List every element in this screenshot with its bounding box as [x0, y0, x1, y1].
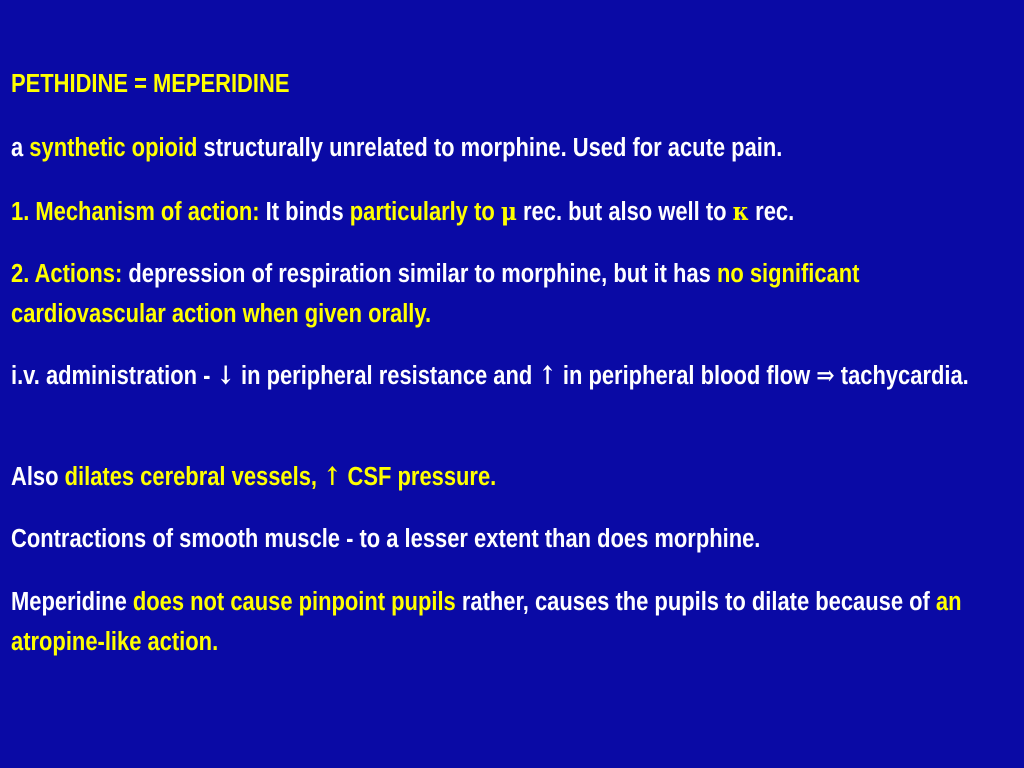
up-arrow-icon: ↑ — [323, 462, 342, 492]
implies-arrow-icon: ⇒ — [816, 361, 835, 391]
meperidine-highlight-2: an atropine-like action. — [11, 588, 962, 656]
meperidine-highlight-1: does not cause pinpoint pupils — [132, 588, 456, 616]
down-arrow-icon: ↓ — [216, 361, 235, 391]
iv-text-3: in peripheral blood flow — [556, 362, 817, 390]
meperidine-text-2: rather, causes the pupils to dilate because of — [455, 588, 936, 616]
contractions-text: Contractions of smooth muscle - to a lesser extent than does morphine. — [11, 525, 761, 553]
intro-highlight: synthetic opioid — [29, 134, 198, 162]
actions-label: 2. Actions: — [11, 260, 123, 288]
iv-text-2: in peripheral resistance and — [234, 362, 539, 390]
intro-text-1: a — [11, 134, 30, 162]
also-highlight-2: CSF pressure. — [341, 463, 497, 491]
also-paragraph — [11, 457, 1014, 497]
intro-text-2: structurally unrelated to morphine. Used for acute pain. — [197, 134, 783, 162]
kappa-symbol: κ — [732, 197, 750, 227]
title-text: PETHIDINE = MEPERIDINE — [11, 70, 290, 98]
actions-text: depression of respiration similar to morphine, but it has — [122, 260, 717, 288]
mechanism-highlight: particularly to — [349, 198, 501, 226]
mechanism-label: 1. Mechanism of action: — [11, 198, 260, 226]
mechanism-paragraph — [11, 192, 1014, 232]
meperidine-paragraph — [11, 582, 1014, 662]
up-arrow-icon: ↑ — [538, 361, 557, 391]
iv-paragraph — [11, 356, 1014, 396]
actions-highlight: no significant cardiovascular action when given orally. — [11, 260, 860, 328]
mu-symbol: μ — [500, 197, 517, 227]
slide-title — [11, 64, 1014, 104]
mechanism-text-1: It binds — [259, 198, 350, 226]
mechanism-text-2: rec. but also well to — [516, 198, 733, 226]
also-text-1: Also — [11, 463, 65, 491]
iv-text-4: tachycardia. — [834, 362, 969, 390]
contractions-paragraph — [11, 519, 1014, 559]
actions-paragraph — [11, 254, 1014, 334]
meperidine-text-1: Meperidine — [11, 588, 133, 616]
intro-paragraph — [11, 128, 1014, 168]
iv-text-1: i.v. administration - — [11, 362, 217, 390]
also-highlight-1: dilates cerebral vessels, — [64, 463, 324, 491]
mechanism-text-3: rec. — [749, 198, 795, 226]
